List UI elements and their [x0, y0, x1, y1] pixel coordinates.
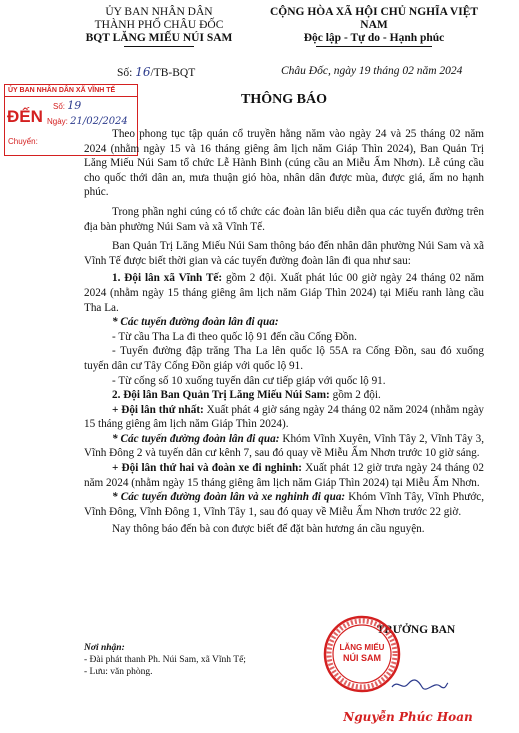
- doc-number-value: 16: [135, 65, 151, 79]
- signer-title: TRƯỞNG BAN: [376, 624, 456, 636]
- section-2a-routes-text: Khóm Vĩnh Xuyên, Vĩnh Tây 2, Vĩnh Tây 3, Vĩnh Đông 2 và tuyến dân cư kênh 7, sau đó quay về Miễu Ấm Nhơn trước 10 giờ sáng.: [84, 432, 484, 460]
- doc-number-suffix: /TB-BQT: [150, 67, 196, 79]
- paragraph-announcement: Ban Quản Trị Lăng Miếu Núi Sam thông báo đến nhân dân phường Núi Sam và xã Vĩnh Tế được biết thời gian và các tuyến đường đoàn lân đi qua như sau:: [84, 240, 484, 267]
- signature-scribble: [390, 675, 450, 695]
- receipt-stamp-org: ỦY BAN NHÂN DÂN XÃ VĨNH TẾ: [5, 85, 137, 97]
- section-2a-routes-heading: * Các tuyến đường đoàn lân đi qua:: [112, 432, 280, 445]
- recipients-label: Nơi nhận:: [84, 643, 125, 653]
- section-2b-routes-text: Khóm Vĩnh Tây, Vĩnh Phước, Vĩnh Đông, Vĩnh Đông 1, Vĩnh Tây 1, sau đó quay về Miễu Ấm Nhơn trước 22 giờ.: [84, 491, 484, 518]
- paragraph-closing: Nay thông báo đến bà con được biết để đặt bàn hương án cầu nguyện.: [112, 523, 425, 536]
- issuer-line2: THÀNH PHỐ CHÂU ĐỐC: [94, 19, 224, 31]
- place-date: Châu Đốc, ngày 19 tháng 02 năm 2024: [281, 65, 463, 77]
- section-1-route-3: - Từ cống số 10 xuống tuyến dân cư tiếp giáp với quốc lộ 91.: [112, 374, 386, 387]
- section-2b-text: Xuất phát 12 giờ trưa ngày 24 tháng 02 năm 2024 (nhằm ngày 15 tháng giêng âm lịch năm Giáp Thìn 2024) tại Miễu Ấm Nhơn.: [84, 462, 484, 489]
- seal-text-line2: NÚI SAM: [343, 653, 381, 663]
- recipients-block: [84, 642, 246, 678]
- seal-text-line1: LĂNG MIẾU: [339, 643, 385, 652]
- national-underline: [316, 46, 432, 47]
- receipt-so-label: Số:: [53, 102, 66, 111]
- receipt-ngay-label: Ngày:: [47, 117, 68, 126]
- section-2-text: gồm 2 đội.: [329, 389, 381, 402]
- doc-number-prefix: Số:: [117, 67, 133, 79]
- section-2b: [84, 461, 484, 490]
- recipient-item: - Lưu: văn phòng.: [84, 667, 153, 677]
- section-1-routes-heading: * Các tuyến đường đoàn lân đi qua:: [112, 316, 279, 329]
- section-1-text: gồm 2 đội. Xuất phát lúc 00 giờ ngày 24 tháng 02 năm 2024 (nhằm ngày 15 tháng giêng âm lịch năm Giáp Thìn 2024) tại Miếu ranh làng cầu Tha La.: [84, 272, 484, 314]
- section-2a-heading: + Đội lân thứ nhất:: [112, 403, 204, 416]
- section-1-route-2: - Tuyến đường đập trăng Tha La lên quốc lộ 55A ra Cống Đồn, sau đó xuống tuyến dân cư Tây Cống Đồn giáp với quốc lộ 91.: [84, 345, 484, 372]
- issuer-block: [84, 6, 234, 47]
- section-2-heading: 2. Đội lân Ban Quản Trị Lăng Miếu Núi Sam:: [112, 389, 330, 402]
- national-heading: [262, 6, 486, 47]
- paragraph-intro: Theo phong tục tập quán cổ truyền hằng năm vào ngày 24 và 25 tháng 02 năm 2024 (nhằm ngày 15 và 16 tháng giêng âm lịch năm Giáp Thìn 2024), Ban Quản Trị Lăng Miếu Núi Sam tổ chức Lễ Hành Binh (cúng cầu an Miễu Ấm Nhơn). Lễ cúng cầu cho quốc thới dân an, mưa thuận gió hòa, nhân dân được mùa, được giá, ấm no hạnh phúc.: [84, 128, 484, 199]
- receipt-ngay-value: 21/02/2024: [70, 116, 128, 127]
- section-2: [84, 388, 484, 403]
- section-1-route-1: - Từ cầu Tha La đi theo quốc lộ 91 đến cầu Cống Đồn.: [112, 330, 357, 343]
- section-2b-heading: + Đội lân thứ hai và đoàn xe đi nghinh:: [112, 462, 303, 475]
- issuer-underline: [124, 46, 194, 47]
- section-1-heading: 1. Đội lân xã Vĩnh Tế:: [112, 272, 223, 285]
- seal-text: [330, 642, 394, 664]
- receipt-so-value: 19: [67, 99, 82, 112]
- receipt-stamp-chuyen: Chuyển:: [8, 137, 38, 146]
- issuer-line1: ỦY BAN NHÂN DÂN: [105, 6, 213, 18]
- handwritten-signature: [390, 675, 450, 695]
- receipt-stamp-ngay: [47, 116, 128, 127]
- page-title: THÔNG BÁO: [241, 92, 327, 107]
- national-slogan: Độc lập - Tự do - Hạnh phúc: [303, 32, 445, 44]
- national-motto: CỘNG HÒA XÃ HỘI CHỦ NGHĨA VIỆT NAM: [269, 6, 479, 31]
- section-2a-text: Xuất phát 4 giờ sáng ngày 24 tháng 02 năm 2024 (nhằm ngày 15 tháng giêng âm lịch năm Giáp Thìn 2024).: [84, 403, 485, 431]
- recipient-item: - Đài phát thanh Ph. Núi Sam, xã Vĩnh Tế;: [84, 655, 246, 665]
- issuer-line3: BQT LĂNG MIẾU NÚI SAM: [85, 32, 233, 44]
- section-1: [84, 271, 484, 315]
- section-2b-routes-heading: * Các tuyến đường đoàn lân và xe nghinh đi qua:: [112, 491, 346, 504]
- document-body: [84, 127, 484, 537]
- section-2a-routes: [84, 432, 484, 461]
- receipt-stamp-so: [53, 99, 81, 112]
- section-2a: [84, 403, 484, 432]
- signer-name: Nguyễn Phúc Hoan: [343, 710, 473, 724]
- receipt-stamp-den: ĐẾN: [7, 107, 43, 126]
- doc-number: [117, 65, 195, 79]
- section-2b-routes: [84, 490, 484, 519]
- paragraph-performance: Trong phần nghi cúng có tổ chức các đoàn lân biểu diễn qua các tuyến đường trên địa bàn phường Núi Sam và xã Vĩnh Tế.: [84, 205, 484, 233]
